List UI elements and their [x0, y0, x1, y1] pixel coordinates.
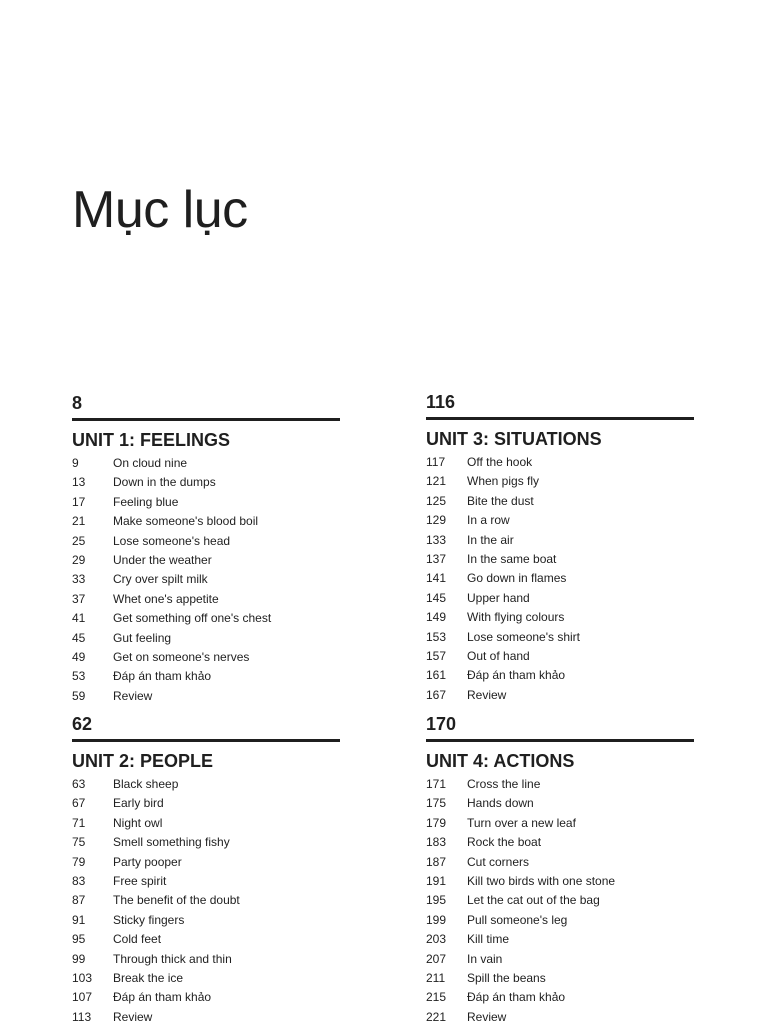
toc-entry	[426, 647, 694, 666]
entry-title: Rock the boat	[467, 835, 542, 850]
entry-title: Get something off one's chest	[113, 611, 272, 626]
entry-page-number: 137	[426, 551, 447, 566]
entry-title: Lose someone's head	[113, 533, 231, 548]
entry-title: Spill the beans	[467, 970, 546, 985]
toc-entry	[426, 1008, 694, 1024]
toc-entry	[426, 531, 694, 550]
toc-entry	[426, 569, 694, 588]
unit-2-section	[72, 713, 340, 1024]
entry-page-number: 167	[426, 687, 447, 702]
unit-entry-list	[72, 454, 340, 706]
entry-page-number: 171	[426, 777, 447, 791]
toc-entry	[72, 794, 340, 813]
entry-page-number: 41	[72, 611, 86, 626]
toc-entry	[72, 833, 340, 852]
toc-entry	[72, 950, 340, 969]
entry-page-number: 45	[72, 630, 86, 645]
toc-entry	[72, 570, 340, 589]
entry-title: Get on someone's nerves	[113, 649, 250, 664]
unit-divider	[426, 739, 694, 742]
unit-divider	[426, 417, 694, 420]
toc-entry	[426, 608, 694, 627]
entry-title: Lose someone's shirt	[467, 629, 581, 644]
entry-title: Gut feeling	[113, 630, 172, 645]
entry-title: In vain	[467, 951, 503, 966]
toc-entry	[72, 969, 340, 988]
unit-divider	[72, 739, 340, 742]
toc-entry	[72, 911, 340, 930]
entry-page-number: 149	[426, 610, 447, 625]
toc-entry	[72, 532, 340, 551]
entry-page-number: 79	[72, 854, 86, 869]
entry-page-number: 113	[72, 1009, 92, 1024]
toc-entry	[72, 473, 340, 492]
entry-page-number: 215	[426, 990, 447, 1005]
entry-page-number: 207	[426, 951, 447, 966]
entry-page-number: 99	[72, 951, 86, 966]
entry-title: Break the ice	[113, 970, 184, 985]
entry-title: Cut corners	[467, 854, 530, 869]
unit-title: UNIT 4: ACTIONS	[426, 751, 575, 771]
entry-title: Bite the dust	[467, 493, 534, 508]
entry-title: Kill time	[467, 932, 510, 947]
entry-page-number: 221	[426, 1009, 447, 1024]
entry-title: Review	[113, 688, 153, 703]
unit-3-section	[426, 391, 694, 705]
unit-entry-list	[426, 453, 694, 705]
unit-4-section	[426, 713, 694, 1024]
toc-entry	[72, 872, 340, 891]
entry-page-number: 29	[72, 552, 86, 567]
toc-entry	[426, 492, 694, 511]
toc-entry	[72, 814, 340, 833]
entry-title: Cold feet	[113, 932, 162, 947]
toc-entry	[72, 590, 340, 609]
entry-title: Down in the dumps	[113, 475, 216, 490]
unit-entry-list	[426, 775, 694, 1024]
toc-entry	[72, 891, 340, 910]
toc-entry	[72, 629, 340, 648]
entry-title: Cry over spilt milk	[113, 572, 208, 587]
entry-page-number: 83	[72, 873, 86, 888]
toc-entry	[426, 969, 694, 988]
toc-entry	[426, 628, 694, 647]
toc-entry	[426, 686, 694, 705]
toc-entry	[426, 891, 694, 910]
entry-page-number: 59	[72, 688, 86, 703]
entry-title: Feeling blue	[113, 494, 179, 509]
toc-entry	[426, 550, 694, 569]
entry-page-number: 91	[72, 912, 86, 927]
toc-entry	[426, 911, 694, 930]
toc-entry	[426, 988, 694, 1007]
toc-entry	[72, 775, 340, 794]
unit-start-page: 170	[426, 714, 457, 734]
toc-entry	[426, 453, 694, 472]
entry-title: Review	[113, 1009, 153, 1024]
toc-entry	[72, 493, 340, 512]
entry-page-number: 133	[426, 532, 447, 547]
unit-1-section	[72, 392, 340, 706]
toc-entry	[72, 687, 340, 706]
entry-title: In the air	[467, 532, 514, 547]
unit-title: UNIT 1: FEELINGS	[72, 430, 231, 450]
entry-page-number: 71	[72, 815, 86, 830]
entry-page-number: 141	[426, 571, 447, 586]
entry-title: Through thick and thin	[113, 951, 232, 966]
toc-entry	[72, 930, 340, 949]
unit-start-page: 116	[426, 392, 456, 412]
entry-title: Đáp án tham khảo	[113, 990, 212, 1005]
entry-page-number: 25	[72, 533, 86, 548]
entry-title: Đáp án tham khảo	[467, 990, 566, 1005]
entry-page-number: 203	[426, 932, 447, 947]
toc-entry	[72, 988, 340, 1007]
entry-page-number: 145	[426, 590, 447, 605]
entry-title: In the same boat	[467, 551, 557, 566]
entry-title: Review	[467, 1009, 507, 1024]
unit-title: UNIT 3: SITUATIONS	[426, 429, 602, 449]
entry-page-number: 87	[72, 893, 86, 908]
entry-page-number: 183	[426, 835, 447, 850]
entry-page-number: 175	[426, 796, 447, 811]
entry-title: Cross the line	[467, 777, 541, 791]
entry-title: Night owl	[113, 815, 163, 830]
entry-title: Off the hook	[467, 455, 533, 469]
toc-entry	[72, 648, 340, 667]
entry-title: Hands down	[467, 796, 534, 811]
entry-page-number: 63	[72, 777, 86, 791]
entry-page-number: 95	[72, 932, 86, 947]
toc-entry	[426, 794, 694, 813]
entry-title: With flying colours	[467, 610, 565, 625]
entry-page-number: 117	[426, 455, 446, 469]
entry-page-number: 187	[426, 854, 447, 869]
entry-page-number: 75	[72, 835, 86, 850]
entry-title: Out of hand	[467, 648, 530, 663]
entry-title: In a row	[467, 513, 510, 528]
toc-entry	[426, 472, 694, 491]
entry-title: The benefit of the doubt	[113, 893, 240, 908]
toc-entry	[426, 666, 694, 685]
entry-title: Black sheep	[113, 777, 179, 791]
entry-title: Go down in flames	[467, 571, 567, 586]
entry-title: Turn over a new leaf	[467, 815, 576, 830]
entry-page-number: 21	[72, 514, 86, 529]
entry-title: Under the weather	[113, 552, 212, 567]
entry-title: Đáp án tham khảo	[113, 669, 212, 684]
toc-entry	[72, 609, 340, 628]
entry-title: When pigs fly	[467, 474, 540, 489]
toc-entry	[426, 833, 694, 852]
entry-title: Sticky fingers	[113, 912, 185, 927]
entry-page-number: 153	[426, 629, 447, 644]
entry-title: Smell something fishy	[113, 835, 230, 850]
toc-entry	[426, 872, 694, 891]
entry-title: Kill two birds with one stone	[467, 873, 616, 888]
toc-entry	[426, 775, 694, 794]
entry-title: Review	[467, 687, 507, 702]
entry-page-number: 179	[426, 815, 447, 830]
entry-page-number: 67	[72, 796, 86, 811]
toc-entry	[72, 512, 340, 531]
entry-title: Whet one's appetite	[113, 591, 219, 606]
toc-entry	[426, 589, 694, 608]
entry-title: On cloud nine	[113, 456, 188, 470]
toc-entry	[426, 930, 694, 949]
entry-title: Free spirit	[113, 873, 167, 888]
unit-divider	[72, 418, 340, 421]
entry-page-number: 49	[72, 649, 86, 664]
entry-page-number: 161	[426, 668, 447, 683]
unit-start-page: 8	[72, 393, 83, 413]
entry-page-number: 17	[72, 494, 86, 509]
entry-page-number: 13	[72, 475, 86, 490]
entry-page-number: 191	[426, 873, 447, 888]
entry-page-number: 37	[72, 591, 86, 606]
entry-page-number: 211	[426, 970, 446, 985]
unit-start-page: 62	[72, 714, 93, 734]
toc-entry	[72, 454, 340, 473]
entry-title: Early bird	[113, 796, 164, 811]
toc-entry	[72, 853, 340, 872]
entry-page-number: 107	[72, 990, 93, 1005]
toc-entry	[426, 511, 694, 530]
entry-title: Make someone's blood boil	[113, 514, 259, 529]
entry-title: Party pooper	[113, 854, 182, 869]
entry-page-number: 129	[426, 513, 447, 528]
entry-page-number: 195	[426, 893, 447, 908]
entry-page-number: 157	[426, 648, 447, 663]
page-title: Mục lục	[72, 181, 248, 239]
entry-page-number: 125	[426, 493, 447, 508]
entry-page-number: 9	[72, 456, 79, 470]
toc-entry	[426, 853, 694, 872]
toc-entry	[72, 1008, 340, 1024]
unit-title: UNIT 2: PEOPLE	[72, 751, 214, 771]
entry-page-number: 121	[426, 474, 447, 489]
entry-title: Let the cat out of the bag	[467, 893, 600, 908]
entry-title: Pull someone's leg	[467, 912, 568, 927]
unit-entry-list	[72, 775, 340, 1024]
entry-title: Upper hand	[467, 590, 530, 605]
entry-page-number: 33	[72, 572, 86, 587]
toc-entry	[426, 814, 694, 833]
entry-page-number: 199	[426, 912, 447, 927]
entry-page-number: 103	[72, 970, 93, 985]
toc-entry	[426, 950, 694, 969]
entry-title: Đáp án tham khảo	[467, 668, 566, 683]
entry-page-number: 53	[72, 669, 86, 684]
toc-entry	[72, 667, 340, 686]
toc-entry	[72, 551, 340, 570]
